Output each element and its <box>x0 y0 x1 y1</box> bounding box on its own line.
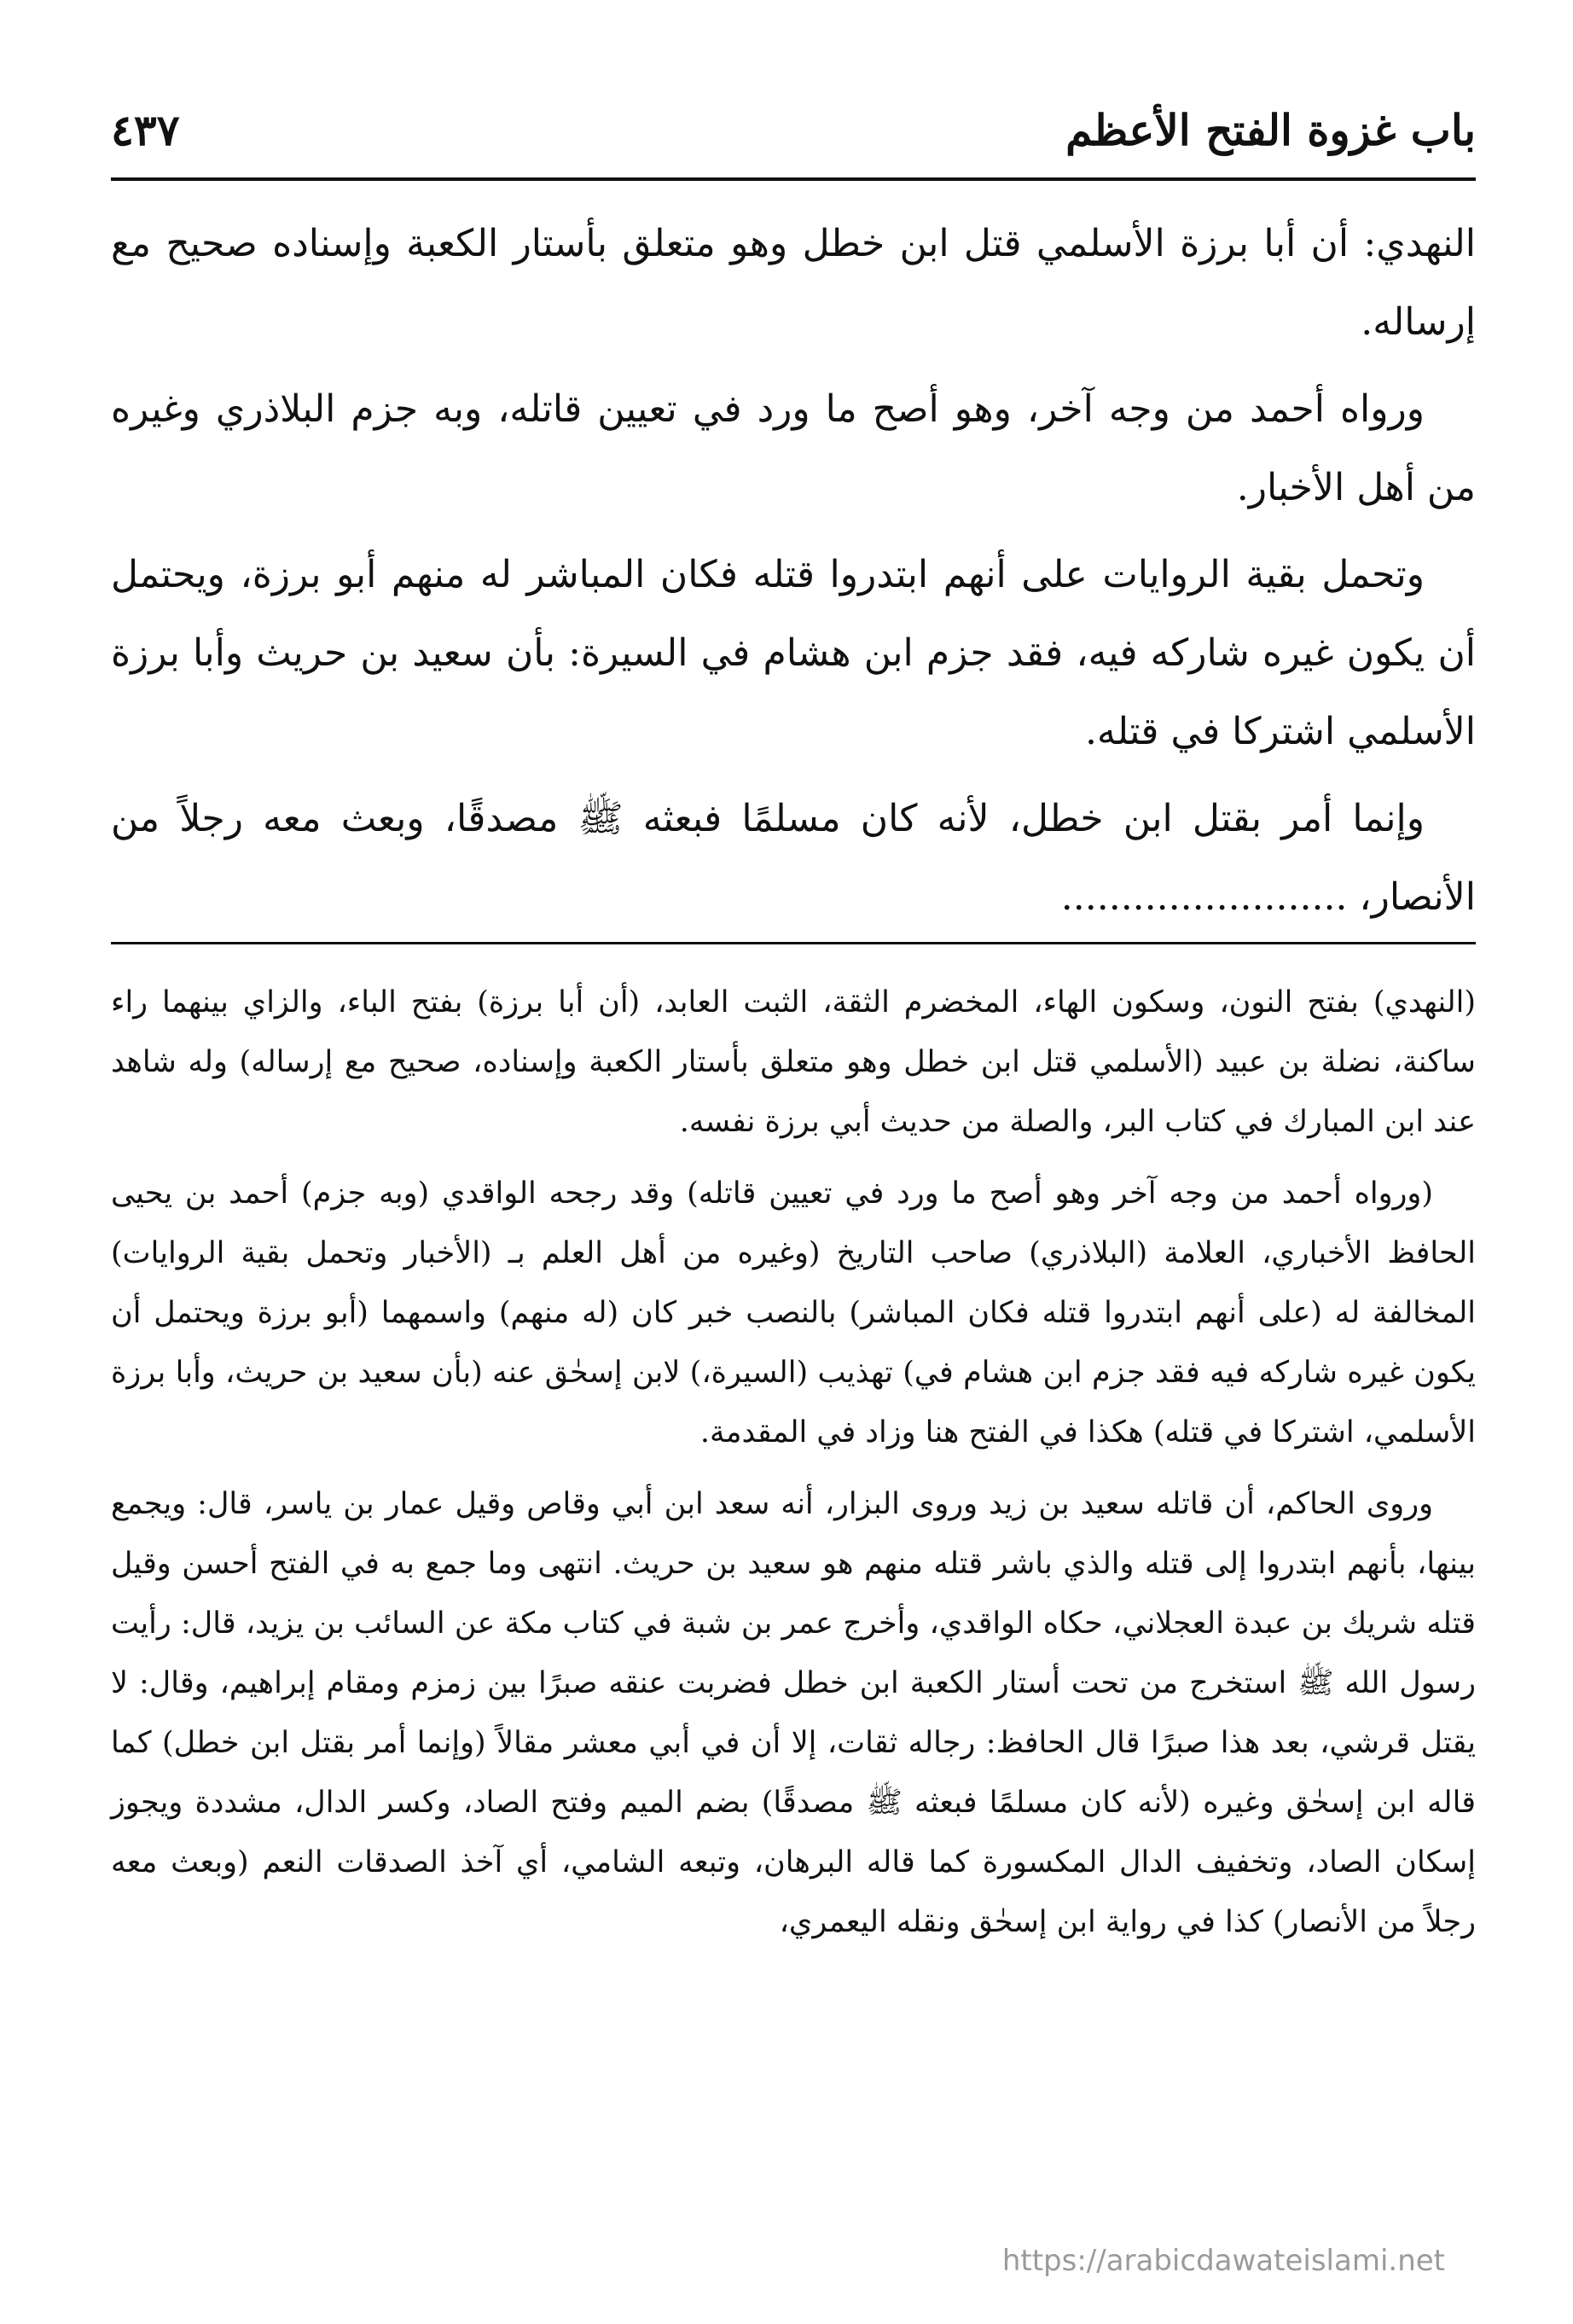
chapter-title: باب غزوة الفتح الأعظم <box>1065 105 1476 155</box>
running-header <box>111 101 1476 169</box>
main-text <box>111 205 1476 937</box>
commentary-paragraph: (ورواه أحمد من وجه آخر وهو أصح ما ورد في تعيين قاتله) وقد رجحه الواقدي (وبه جزم) أحمد بن يحيى الحافظ الأخباري، العلامة (البلاذري) صاحب التاريخ (وغيره من أهل العلم بـ (الأخبار وتحمل بقية الروايات) المخالفة له (على أنهم ابتدروا قتله فكان المباشر) بالنصب خبر كان (له منهم) واسمهما (أبو برزة ويحتمل أن يكون غيره شاركه فيه فقد جزم ابن هشام في) تهذيب (السيرة،) لابن إسحٰق عنه (بأن سعيد بن حريث، وأبا برزة الأسلمي، اشتركا في قتله) هكذا في الفتح هنا وزاد في المقدمة. <box>111 1177 1476 1450</box>
commentary-text <box>111 973 1476 1952</box>
commentary-divider <box>111 942 1476 944</box>
main-paragraph: وإنما أمر بقتل ابن خطل، لأنه كان مسلمًا فبعثه ﷺ مصدقًا، وبعث معه رجلاً من الأنصار، ........................ <box>111 797 1476 919</box>
main-paragraph: النهدي: أن أبا برزة الأسلمي قتل ابن خطل وهو متعلق بأستار الكعبة وإسناده صحيح مع إرساله. <box>111 222 1476 344</box>
commentary-paragraph: (النهدي) بفتح النون، وسكون الهاء، المخضرم الثقة، الثبت العابد، (أن أبا برزة) بفتح الباء، والزاي بينهما راء ساكنة، نضلة بن عبيد (الأسلمي قتل ابن خطل وهو متعلق بأستار الكعبة وإسناده، صحيح مع إرساله) وله شاهد عند ابن المبارك في كتاب البر، والصلة من حديث أبي برزة نفسه. <box>111 985 1476 1139</box>
main-paragraph: وتحمل بقية الروايات على أنهم ابتدروا قتله فكان المباشر له منهم أبو برزة، ويحتمل أن يكون غيره شاركه فيه، فقد جزم ابن هشام في السيرة: بأن سعيد بن حريث وأبا برزة الأسلمي اشتركا في قتله. <box>111 553 1476 753</box>
watermark-url: https://arabicdawateislami.net <box>1001 2244 1445 2278</box>
page-number: ٤٣٧ <box>111 105 180 155</box>
main-paragraph: ورواه أحمد من وجه آخر، وهو أصح ما ورد في تعيين قاتله، وبه جزم البلاذري وغيره من أهل الأخبار. <box>111 387 1476 509</box>
header-divider <box>111 177 1476 181</box>
commentary-paragraph: وروى الحاكم، أن قاتله سعيد بن زيد وروى البزار، أنه سعد ابن أبي وقاص وقيل عمار بن ياسر، قال: ويجمع بينها، بأنهم ابتدروا إلى قتله والذي باشر قتله منهم هو سعيد بن حريث. انتهى وما جمع به في الفتح أحسن وقيل قتله شريك بن عبدة العجلاني، حكاه الواقدي، وأخرج عمر بن شبة في كتاب مكة عن السائب بن يزيد، قال: رأيت رسول الله ﷺ استخرج من تحت أستار الكعبة ابن خطل فضربت عنقه صبرًا بين زمزم ومقام إبراهيم، وقال: لا يقتل قرشي، بعد هذا صبرًا قال الحافظ: رجاله ثقات، إلا أن في أبي معشر مقالاً (وإنما أمر بقتل ابن خطل) كما قاله ابن إسحٰق وغيره (لأنه كان مسلمًا فبعثه ﷺ مصدقًا) بضم الميم وفتح الصاد، وكسر الدال، مشددة ويجوز إسكان الصاد، وتخفيف الدال المكسورة كما قاله البرهان، وتبعه الشامي، أي آخذ الصدقات النعم (وبعث معه رجلاً من الأنصار) كذا في رواية ابن إسحٰق ونقله اليعمري، <box>111 1487 1476 1939</box>
